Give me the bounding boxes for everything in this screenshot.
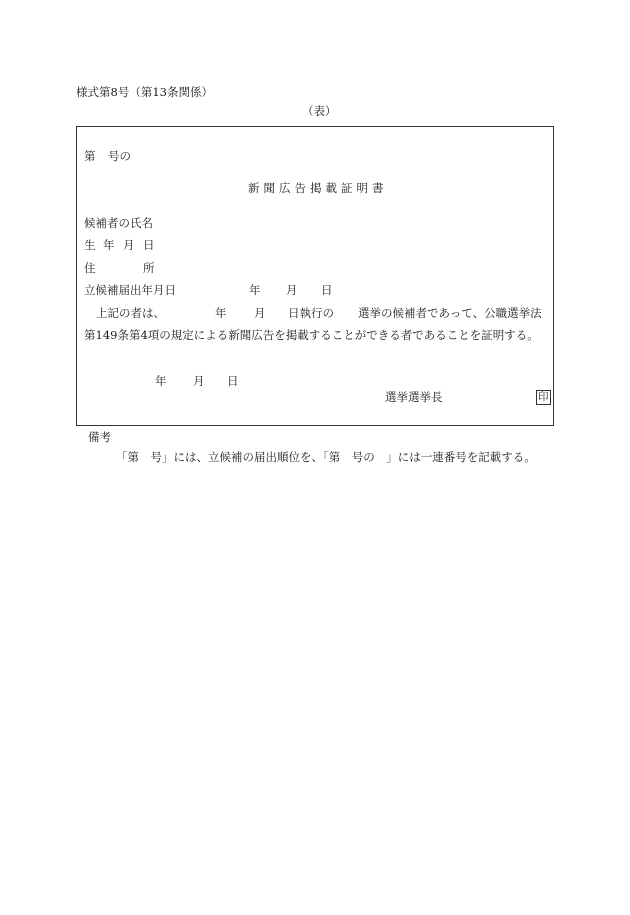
filing-month-unit: 月: [286, 283, 298, 297]
filing-day-unit: 日: [321, 283, 333, 297]
sign-month-unit: 月: [193, 374, 205, 388]
body-line1-month: 月: [254, 306, 266, 320]
field-candidate-name: 候補者の氏名: [84, 216, 153, 230]
body-line1-year: 年: [215, 306, 227, 320]
seal-mark: [536, 390, 551, 405]
field-dob-3: 月: [123, 238, 135, 252]
filing-year-unit: 年: [249, 283, 261, 297]
field-dob-4: 日: [143, 238, 155, 252]
notes-heading: 備考: [88, 430, 111, 444]
body-line1-intro: 上記の者は、: [96, 306, 165, 320]
body-line1-rest: 選挙の候補者であって、公職選挙法: [358, 306, 542, 320]
side-label: （表）: [302, 104, 337, 118]
body-line2: 第149条第4項の規定による新聞広告を掲載することができる者であることを証明する。: [84, 328, 539, 342]
field-dob-2: 年: [103, 238, 115, 252]
field-address-2: 所: [143, 261, 155, 275]
sign-year-unit: 年: [155, 374, 167, 388]
seal-label: 印: [538, 391, 549, 403]
official-title: 選挙選挙長: [385, 390, 443, 404]
certificate-title: 新聞広告掲載証明書: [248, 181, 388, 195]
field-address-1: 住: [84, 261, 96, 275]
field-filing-date: 立候補届出年月日: [84, 283, 176, 297]
body-line1-day-exec: 日執行の: [288, 306, 334, 320]
form-number-label: 様式第8号（第13条関係）: [76, 85, 213, 99]
number-prefix: 第: [84, 149, 96, 163]
number-suffix: 号の: [108, 149, 131, 163]
notes-text: 「第 号」には、立候補の届出順位を、「第 号の 」には一連番号を記載する。: [116, 450, 536, 464]
sign-day-unit: 日: [227, 374, 239, 388]
field-dob-1: 生: [84, 238, 96, 252]
certificate-form: [76, 126, 554, 426]
